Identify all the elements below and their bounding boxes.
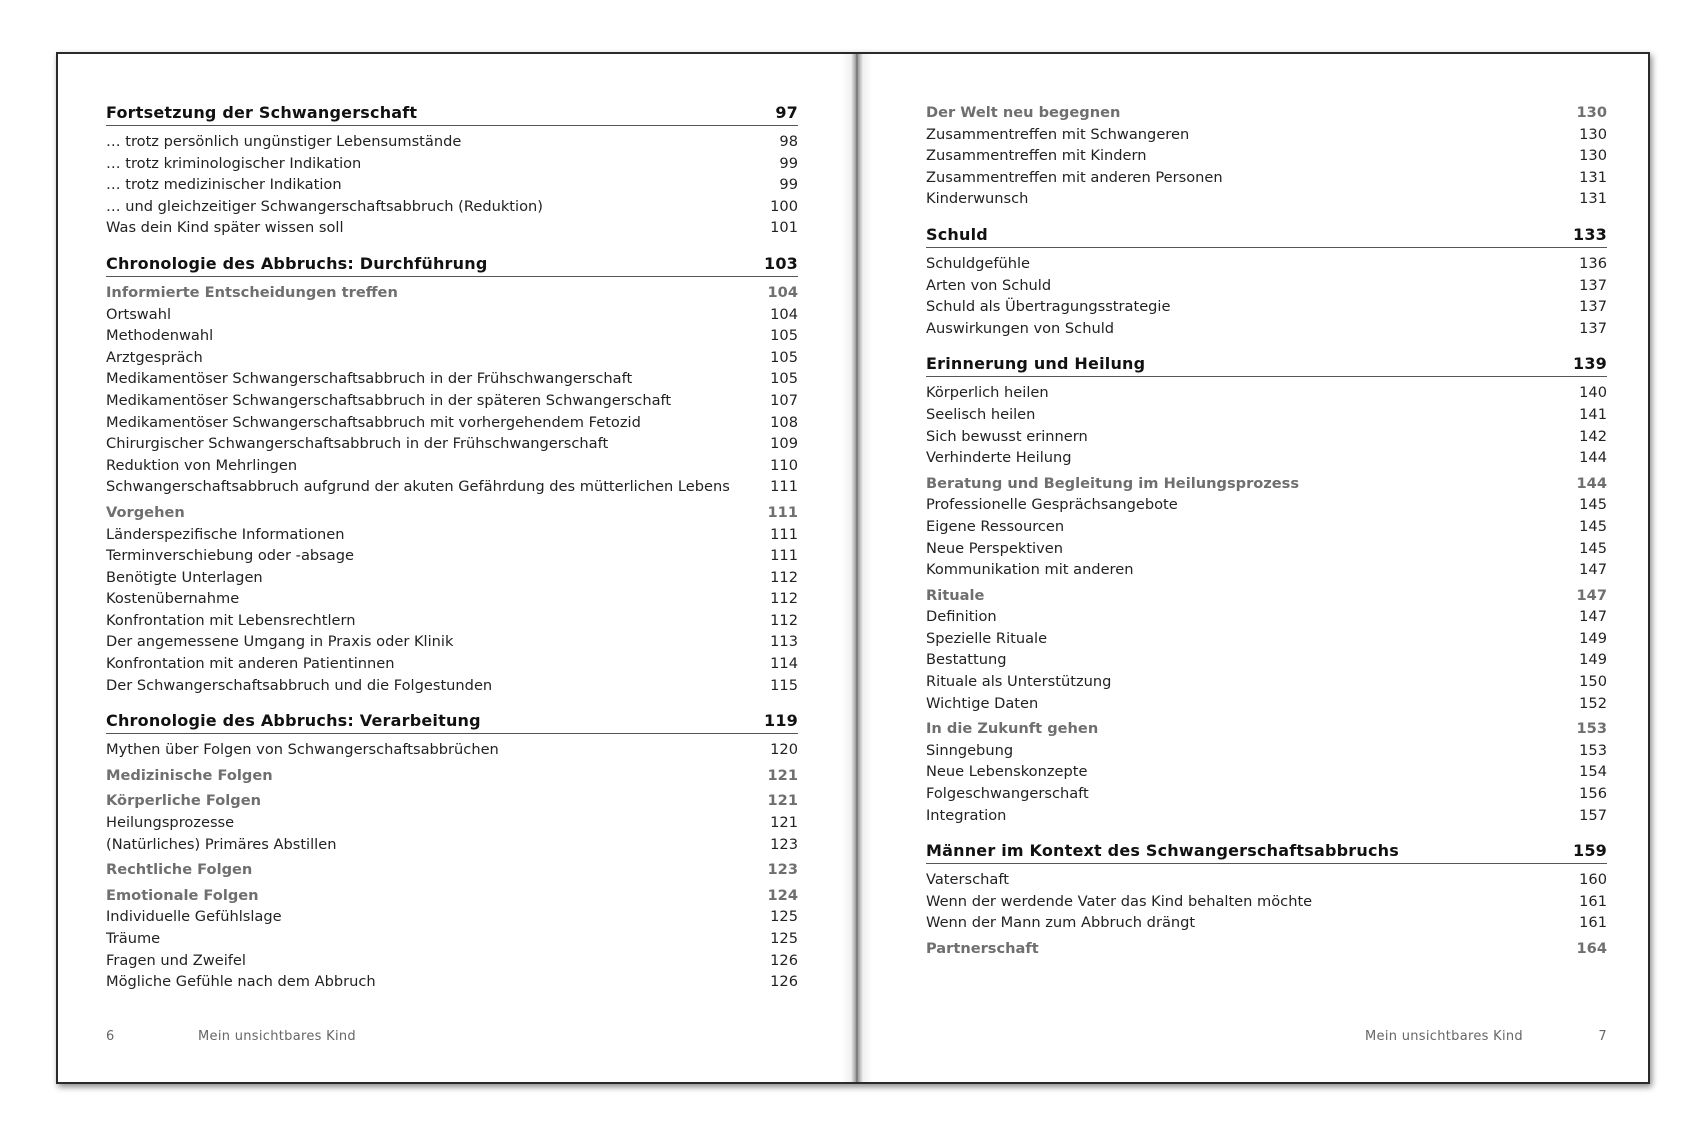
toc-entry[interactable] [926,693,1607,715]
table-of-contents-left [106,102,798,993]
section-heading-page-number: 147 [1576,586,1607,604]
toc-entry-page-number: 137 [1579,276,1607,294]
toc-entry[interactable] [926,761,1607,783]
book-gutter [842,54,872,1082]
toc-entry-title: Fragen und Zweifel [106,951,246,969]
toc-entry[interactable] [106,653,798,675]
section-heading[interactable] [106,885,798,907]
toc-entry[interactable] [106,390,798,412]
toc-entry-page-number: 114 [770,655,798,673]
chapter-heading-title: Schuld [926,224,988,244]
toc-entry-title: Schuldgefühle [926,254,1031,272]
toc-entry-page-number: 123 [770,835,798,853]
toc-entry-title: Kostenübernahme [106,590,240,608]
toc-entry[interactable] [106,304,798,326]
toc-entry-page-number: 126 [770,973,798,991]
toc-entry-title: Bestattung [926,651,1007,669]
chapter-heading-title: Fortsetzung der Schwangerschaft [106,103,418,122]
toc-entry-page-number: 109 [770,435,798,453]
toc-entry-page-number: 144 [1579,449,1607,467]
toc-entry[interactable] [926,167,1607,189]
chapter-heading-page-number: 97 [775,103,798,122]
toc-entry-page-number: 111 [770,547,798,565]
section-heading[interactable] [106,282,798,304]
chapter-heading-title: Chronologie des Abbruchs: Verarbeitung [106,711,481,731]
toc-entry-page-number: 131 [1579,168,1607,186]
section-heading-page-number: 111 [767,503,798,521]
toc-entry-page-number: 111 [770,525,798,543]
toc-entry[interactable] [926,318,1607,340]
chapter-heading[interactable] [926,353,1607,377]
section-heading[interactable] [106,765,798,787]
toc-entry-title: Sich bewusst erinnern [926,427,1088,445]
section-heading-page-number: 121 [767,766,798,784]
section-heading[interactable] [106,502,798,524]
toc-entry-title: Seelisch heilen [926,405,1036,423]
chapter-heading-title: Erinnerung und Heilung [926,354,1146,374]
toc-entry-title: Träume [106,930,161,947]
toc-entry-page-number: 140 [1579,384,1607,402]
chapter-heading-page-number: 133 [1573,224,1607,244]
toc-entry[interactable] [106,812,798,834]
toc-entry-title: Schwangerschaftsabbruch aufgrund der akuten Gefährdung des mütterlichen Lebens [106,478,730,496]
toc-entry-title: Ortswahl [106,305,171,323]
toc-entry-title: Verhinderte Heilung [926,449,1072,467]
toc-entry[interactable] [106,906,798,928]
toc-entry-page-number: 100 [770,197,798,215]
toc-entry[interactable] [106,347,798,369]
chapter-heading-page-number: 103 [764,253,798,273]
toc-entry[interactable] [106,524,798,546]
section-heading[interactable] [106,790,798,812]
section-heading[interactable] [926,102,1607,124]
chapter-heading-page-number: 139 [1573,354,1607,374]
running-title: Mein unsichtbares Kind [198,1029,356,1044]
section-heading-title: Vorgehen [106,503,185,521]
toc-entry[interactable] [106,739,798,761]
toc-entry-page-number: 105 [770,327,798,345]
section-heading-page-number: 123 [767,861,798,879]
toc-entry[interactable] [106,433,798,455]
section-heading-page-number: 104 [767,283,798,301]
toc-entry[interactable] [106,631,798,653]
toc-entry-title: Reduktion von Mehrlingen [106,456,298,474]
toc-entry-title: Medikamentöser Schwangerschaftsabbruch in der späteren Schwangerschaft [106,391,672,409]
toc-entry[interactable] [926,253,1607,275]
toc-entry[interactable] [106,325,798,347]
toc-entry-title: Benötigte Unterlagen [106,568,263,586]
toc-entry-page-number: 145 [1579,539,1607,557]
toc-entry-title: Mythen über Folgen von Schwangerschaftsabbrüchen [106,741,499,759]
section-heading[interactable] [926,718,1607,740]
toc-entry-page-number: 149 [1579,629,1607,647]
toc-entry[interactable] [926,805,1607,827]
toc-entry[interactable] [106,545,798,567]
toc-entry[interactable] [926,382,1607,404]
toc-entry-page-number: 157 [1579,806,1607,824]
toc-entry-title: Sinngebung [926,741,1014,759]
toc-entry[interactable] [106,567,798,589]
toc-entry-title: Eigene Ressourcen [926,517,1065,535]
toc-entry-title: Rituale als Unterstützung [926,673,1112,691]
chapter-heading-page-number: 159 [1573,841,1607,861]
chapter-heading[interactable] [926,224,1607,248]
section-heading-page-number: 153 [1576,720,1607,738]
toc-entry[interactable] [926,404,1607,426]
toc-entry-title: Medikamentöser Schwangerschaftsabbruch in der Frühschwangerschaft [106,370,633,388]
toc-entry-page-number: 131 [1579,190,1607,208]
toc-entry-title: Terminverschiebung oder -absage [106,547,354,565]
toc-entry-title: Folgeschwangerschaft [926,785,1089,803]
toc-entry-page-number: 113 [770,633,798,651]
table-of-contents-right [926,102,1607,960]
running-title: Mein unsichtbares Kind [1365,1029,1523,1044]
toc-entry[interactable] [926,538,1607,560]
toc-entry[interactable] [106,196,798,218]
toc-entry-page-number: 136 [1579,254,1607,272]
chapter-heading-page-number: 119 [764,711,798,731]
toc-entry-title: Arten von Schuld [926,276,1052,294]
toc-entry[interactable] [926,740,1607,762]
section-heading-title: Beratung und Begleitung im Heilungsprozess [926,474,1300,492]
toc-entry-title: (Natürliches) Primäres Abstillen [106,835,337,853]
toc-entry-page-number: 141 [1579,405,1607,423]
toc-entry-title: Zusammentreffen mit Schwangeren [926,125,1190,143]
toc-entry[interactable] [926,447,1607,469]
toc-entry-page-number: 112 [770,611,798,629]
toc-entry-page-number: 160 [1579,871,1607,889]
section-heading-title: Rechtliche Folgen [106,861,253,879]
toc-entry-page-number: 112 [770,568,798,586]
toc-entry[interactable] [106,928,798,950]
toc-entry[interactable] [106,476,798,498]
toc-entry-page-number: 147 [1579,561,1607,579]
toc-entry-page-number: 130 [1579,125,1607,143]
section-heading-title: Medizinische Folgen [106,766,273,784]
toc-entry-title: Wenn der Mann zum Abbruch drängt [926,914,1196,932]
toc-entry-page-number: 126 [770,951,798,969]
book-spread [56,52,1650,1084]
toc-entry-page-number: 104 [770,305,798,323]
toc-entry[interactable] [926,869,1607,891]
toc-entry-page-number: 149 [1579,651,1607,669]
toc-entry-title: Methodenwahl [106,327,214,345]
toc-entry[interactable] [926,628,1607,650]
left-page [106,54,798,1082]
toc-entry-title: … trotz medizinischer Indikation [106,176,342,194]
toc-entry-page-number: 105 [770,370,798,388]
toc-entry-page-number: 161 [1579,892,1607,910]
toc-entry[interactable] [926,891,1607,913]
toc-entry-page-number: 156 [1579,785,1607,803]
section-heading[interactable] [926,585,1607,607]
toc-entry-title: Zusammentreffen mit Kindern [926,147,1147,165]
toc-entry-title: Körperlich heilen [926,384,1049,402]
page-number: 7 [1598,1029,1607,1044]
toc-entry[interactable] [106,368,798,390]
chapter-heading[interactable] [926,840,1607,864]
toc-entry[interactable] [926,559,1607,581]
toc-entry-title: Medikamentöser Schwangerschaftsabbruch mit vorhergehendem Fetozid [106,413,641,431]
toc-entry-title: Der Schwangerschaftsabbruch und die Folgestunden [106,676,493,694]
toc-entry-title: Arztgespräch [106,348,203,366]
toc-entry-title: Definition [926,608,997,626]
section-heading-page-number: 164 [1576,940,1607,957]
section-heading-page-number: 130 [1576,104,1607,121]
toc-entry-page-number: 125 [770,930,798,947]
section-heading[interactable] [926,473,1607,495]
toc-entry[interactable] [106,131,798,153]
toc-entry-title: Neue Perspektiven [926,539,1063,557]
chapter-heading[interactable] [106,253,798,277]
toc-entry[interactable] [926,494,1607,516]
section-heading-title: Körperliche Folgen [106,792,261,810]
toc-entry-title: … und gleichzeitiger Schwangerschaftsabbruch (Reduktion) [106,197,543,215]
toc-entry-page-number: 153 [1579,741,1607,759]
toc-entry-page-number: 142 [1579,427,1607,445]
toc-entry-title: Kinderwunsch [926,190,1029,208]
toc-entry-title: Neue Lebenskonzepte [926,763,1088,781]
toc-entry[interactable] [926,426,1607,448]
toc-entry[interactable] [926,296,1607,318]
toc-entry-title: … trotz kriminologischer Indikation [106,154,362,172]
right-page [926,54,1607,1082]
toc-entry-title: Konfrontation mit Lebensrechtlern [106,611,356,629]
section-heading[interactable] [926,938,1607,960]
toc-entry-page-number: 145 [1579,496,1607,514]
toc-entry[interactable] [926,671,1607,693]
toc-entry[interactable] [106,174,798,196]
section-heading-page-number: 144 [1576,474,1607,492]
toc-entry-title: Auswirkungen von Schuld [926,319,1115,337]
toc-entry-page-number: 111 [770,478,798,496]
toc-entry[interactable] [926,516,1607,538]
toc-entry-page-number: 107 [770,391,798,409]
chapter-heading-title: Chronologie des Abbruchs: Durchführung [106,253,488,273]
toc-entry-title: Heilungsprozesse [106,814,235,832]
toc-entry-title: … trotz persönlich ungünstiger Lebensumstände [106,133,462,150]
toc-entry[interactable] [926,145,1607,167]
toc-entry-title: Kommunikation mit anderen [926,561,1134,579]
toc-entry-page-number: 125 [770,908,798,926]
toc-entry-page-number: 101 [770,219,798,237]
toc-entry[interactable] [106,971,798,993]
section-heading-title: Emotionale Folgen [106,886,259,904]
section-heading-page-number: 124 [767,886,798,904]
toc-entry-page-number: 110 [770,456,798,474]
toc-entry-title: Professionelle Gesprächsangebote [926,496,1178,514]
toc-entry[interactable] [106,412,798,434]
toc-entry[interactable] [106,588,798,610]
toc-entry[interactable] [106,675,798,697]
toc-entry[interactable] [106,834,798,856]
toc-entry[interactable] [106,950,798,972]
toc-entry-title: Schuld als Übertragungsstrategie [926,298,1171,316]
toc-entry-title: Vaterschaft [926,871,1009,889]
toc-entry-title: Integration [926,806,1007,824]
chapter-heading[interactable] [106,710,798,734]
page-number: 6 [106,1029,115,1044]
section-heading-page-number: 121 [767,792,798,810]
toc-entry-page-number: 99 [779,176,798,194]
toc-entry-title: Konfrontation mit anderen Patientinnen [106,655,395,673]
toc-entry-page-number: 150 [1579,673,1607,691]
toc-entry-page-number: 99 [779,154,798,172]
toc-entry[interactable] [926,124,1607,146]
toc-entry-page-number: 154 [1579,763,1607,781]
toc-entry[interactable] [106,217,798,239]
toc-entry-page-number: 108 [770,413,798,431]
toc-entry[interactable] [926,912,1607,934]
toc-entry[interactable] [106,610,798,632]
toc-entry[interactable] [106,455,798,477]
section-heading-title: In die Zukunft gehen [926,720,1099,738]
toc-entry-title: Spezielle Rituale [926,629,1048,647]
toc-entry-page-number: 147 [1579,608,1607,626]
toc-entry[interactable] [926,606,1607,628]
toc-entry-title: Chirurgischer Schwangerschaftsabbruch in der Frühschwangerschaft [106,435,609,453]
toc-entry-page-number: 98 [779,133,798,150]
toc-entry-title: Mögliche Gefühle nach dem Abbruch [106,973,376,991]
toc-entry-page-number: 112 [770,590,798,608]
toc-entry-title: Wenn der werdende Vater das Kind behalten möchte [926,892,1313,910]
section-heading-title: Informierte Entscheidungen treffen [106,283,398,301]
section-heading-title: Partnerschaft [926,940,1039,957]
toc-entry[interactable] [106,153,798,175]
toc-entry-title: Zusammentreffen mit anderen Personen [926,168,1223,186]
chapter-heading-title: Männer im Kontext des Schwangerschaftsabbruchs [926,841,1399,861]
toc-entry-page-number: 105 [770,348,798,366]
toc-entry-title: Was dein Kind später wissen soll [106,219,344,237]
toc-entry-page-number: 152 [1579,694,1607,712]
toc-entry-page-number: 120 [770,741,798,759]
toc-entry-page-number: 137 [1579,298,1607,316]
toc-entry-page-number: 161 [1579,914,1607,932]
toc-entry-page-number: 145 [1579,517,1607,535]
toc-entry-page-number: 130 [1579,147,1607,165]
toc-entry-title: Wichtige Daten [926,694,1039,712]
chapter-heading[interactable] [106,102,798,126]
toc-entry-title: Länderspezifische Informationen [106,525,345,543]
toc-entry-page-number: 137 [1579,319,1607,337]
toc-entry-title: Der angemessene Umgang in Praxis oder Klinik [106,633,454,651]
toc-entry-page-number: 115 [770,676,798,694]
toc-entry[interactable] [926,188,1607,210]
toc-entry-title: Individuelle Gefühlslage [106,908,282,926]
section-heading-title: Der Welt neu begegnen [926,104,1121,121]
section-heading-title: Rituale [926,586,985,604]
toc-entry[interactable] [926,275,1607,297]
toc-entry[interactable] [926,649,1607,671]
section-heading[interactable] [106,859,798,881]
toc-entry[interactable] [926,783,1607,805]
toc-entry-page-number: 121 [770,814,798,832]
